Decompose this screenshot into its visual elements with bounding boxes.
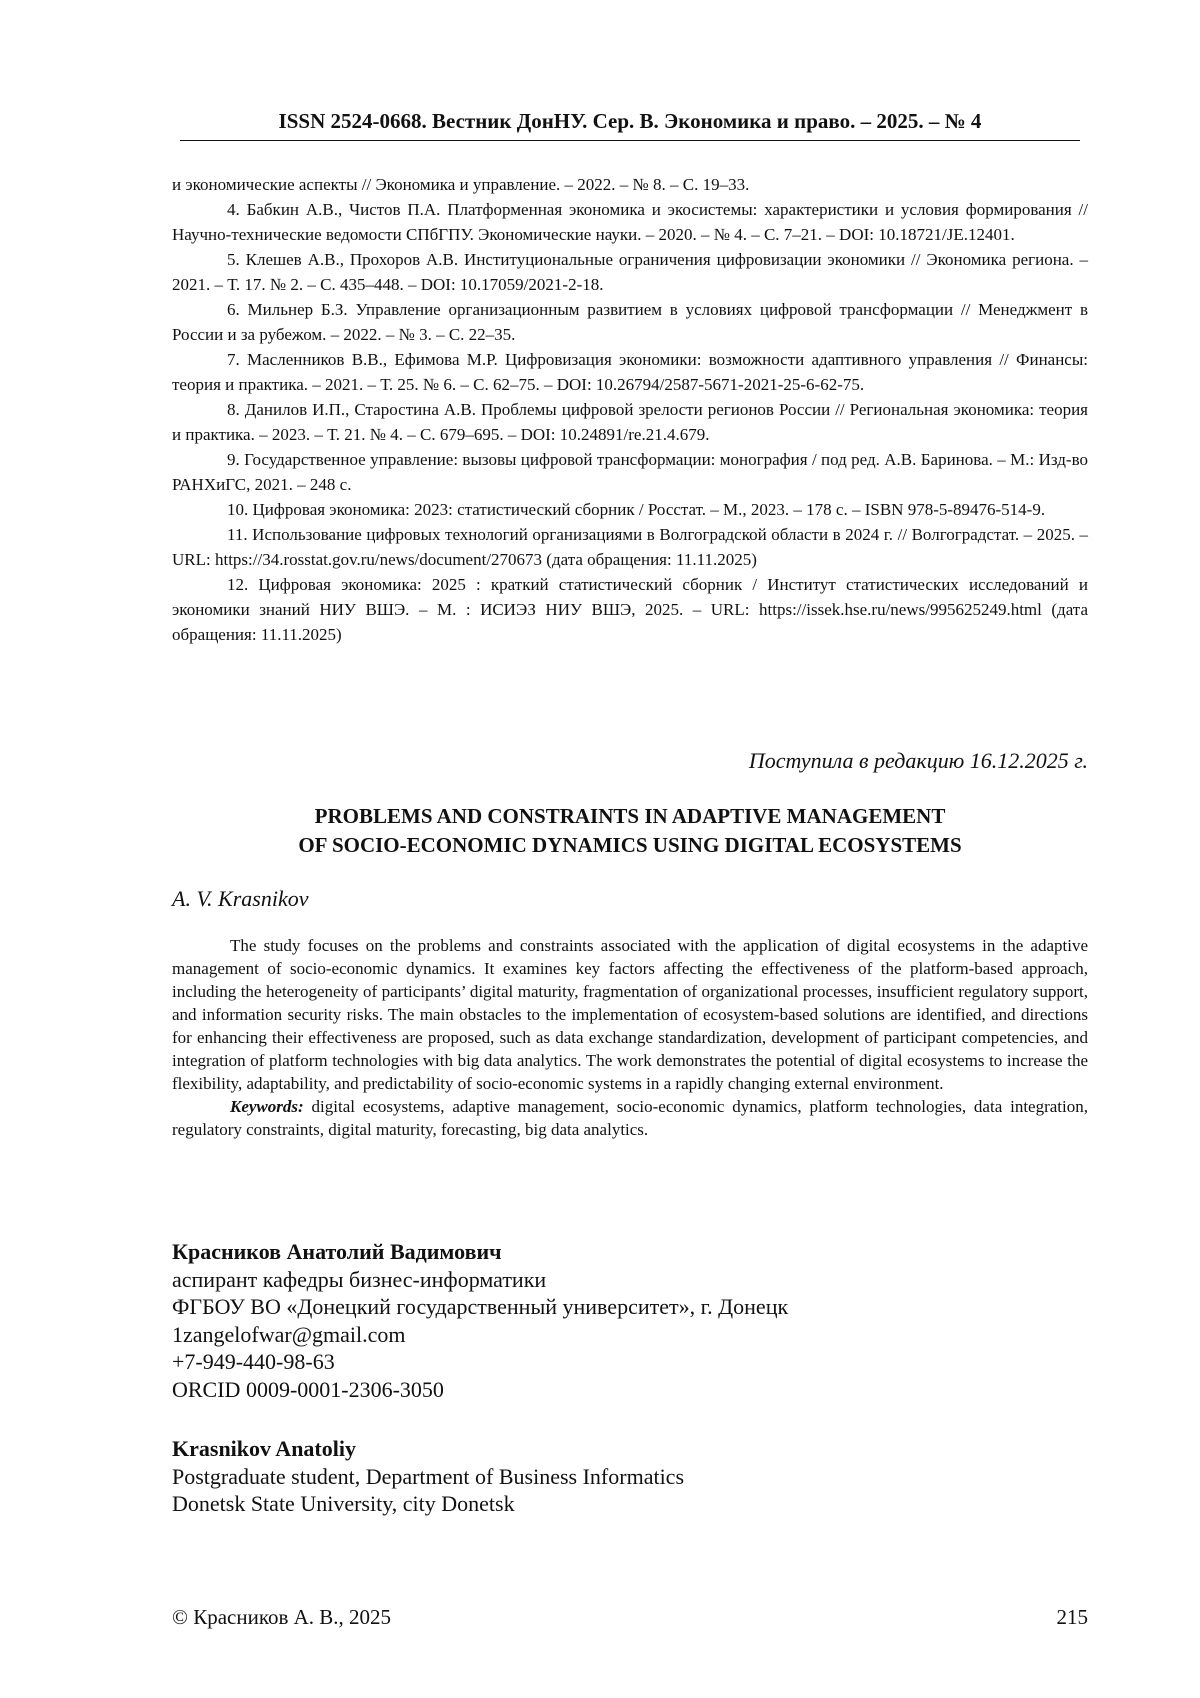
author-position-en: Postgraduate student, Department of Business Informatics — [172, 1463, 685, 1489]
author-orcid: ORCID 0009-0001-2306-3050 — [172, 1376, 444, 1402]
author-position-ru: аспирант кафедры бизнес-информатики — [172, 1266, 547, 1292]
reference-item-6: 6. Мильнер Б.З. Управление организационным развитием в условиях цифровой трансформации // Менеджмент в России и за рубежом. – 2022. – № 3. – С. 22–35. — [172, 300, 1088, 344]
reference-item-4: 4. Бабкин А.В., Чистов П.А. Платформенная экономика и экосистемы: характеристики и условия формирования // Научно-технические ведомости СПбГПУ. Экономические науки. – 2020. – № 4. – С. 7–21. – DOI: 10.18721/JE.12401. — [172, 200, 1088, 244]
article-title-en — [172, 802, 1088, 860]
author-name-ru: Красников Анатолий Вадимович — [172, 1239, 502, 1264]
author-info-ru — [172, 1238, 1088, 1403]
reference-item-10: 10. Цифровая экономика: 2023: статистический сборник / Росстат. – М., 2023. – 178 с. – ISBN 978-5-89476-514-9. — [227, 500, 1046, 519]
received-date: Поступила в редакцию 16.12.2025 г. — [748, 748, 1088, 773]
abstract-block — [172, 934, 1088, 1141]
author-name-en: Krasnikov Anatoliy — [172, 1436, 356, 1461]
keywords-label: Keywords: — [230, 1097, 304, 1116]
title-line-1: PROBLEMS AND CONSTRAINTS IN ADAPTIVE MANAGEMENT — [314, 804, 946, 828]
reference-list — [172, 172, 1088, 647]
keywords-paragraph — [172, 1095, 1088, 1141]
reference-continuation: и экономические аспекты // Экономика и управление. – 2022. – № 8. – С. 19–33. — [172, 175, 750, 194]
reference-item-11: 11. Использование цифровых технологий организациями в Волгоградской области в 2024 г. // Волгоградстат. – 2025. – URL: https://34.rosstat.gov.ru/news/document/270673 (дата обращения: 11.11.2025) — [172, 525, 1088, 569]
reference-item-7: 7. Масленников В.В., Ефимова М.Р. Цифровизация экономики: возможности адаптивного управления // Финансы: теория и практика. – 2021. – Т. 25. № 6. – С. 62–75. – DOI: 10.26794/2587-5671-2021-25-6-62-75. — [172, 350, 1088, 394]
author-phone: +7-949-440-98-63 — [172, 1349, 335, 1374]
copyright: © Красников А. В., 2025 — [172, 1605, 392, 1629]
author-byline: A. V. Krasnikov — [172, 886, 309, 911]
reference-item-5: 5. Клешев А.В., Прохоров А.В. Институциональные ограничения цифровизации экономики // Экономика региона. – 2021. – Т. 17. № 2. – С. 435–448. – DOI: 10.17059/2021-2-18. — [172, 250, 1088, 294]
journal-header: ISSN 2524-0668. Вестник ДонНУ. Сер. В. Экономика и право. – 2025. – № 4 — [180, 106, 1080, 141]
keywords-text: digital ecosystems, adaptive management, socio-economic dynamics, platform technologies, data integration, regulatory constraints, digital maturity, forecasting, big data analytics. — [172, 1097, 1088, 1139]
reference-item-12: 12. Цифровая экономика: 2025 : краткий статистический сборник / Институт статистических исследований и экономики знаний НИУ ВШЭ. – М. : ИСИЭЗ НИУ ВШЭ, 2025. – URL: https://issek.hse.ru/news/995625249.html (дата обращения: 11.11.2025) — [172, 575, 1088, 644]
abstract-text: The study focuses on the problems and constraints associated with the application of digital ecosystems in the adaptive management of socio-economic dynamics. It examines key factors affecting the effectiveness of the platform-based approach, including the heterogeneity of participants’ digital maturity, fragmentation of organizational processes, insufficient regulatory support, and information security risks. The main obstacles to the implementation of ecosystem-based solutions are identified, and directions for enhancing their effectiveness are proposed, such as data exchange standardization, development of participant competencies, and integration of platform technologies with big data analytics. The work demonstrates the potential of digital ecosystems to increase the flexibility, adaptability, and predictability of socio-economic systems in a rapidly changing external environment. — [172, 936, 1088, 1093]
page-number: 215 — [1056, 1605, 1088, 1629]
author-affiliation-ru: ФГБОУ ВО «Донецкий государственный университет», г. Донецк — [172, 1294, 789, 1319]
title-line-2: OF SOCIO-ECONOMIC DYNAMICS USING DIGITAL ECOSYSTEMS — [298, 833, 962, 857]
reference-item-9: 9. Государственное управление: вызовы цифровой трансформации: монография / под ред. А.В. Баринова. – М.: Изд-во РАНХиГС, 2021. – 248 с. — [172, 450, 1088, 494]
reference-item-8: 8. Данилов И.П., Старостина А.В. Проблемы цифровой зрелости регионов России // Региональная экономика: теория и практика. – 2023. – Т. 21. № 4. – С. 679–695. – DOI: 10.24891/re.21.4.679. — [172, 400, 1088, 444]
author-email: 1zangelofwar@gmail.com — [172, 1321, 406, 1347]
author-info-en — [172, 1435, 1088, 1518]
author-affiliation-en: Donetsk State University, city Donetsk — [172, 1491, 515, 1516]
